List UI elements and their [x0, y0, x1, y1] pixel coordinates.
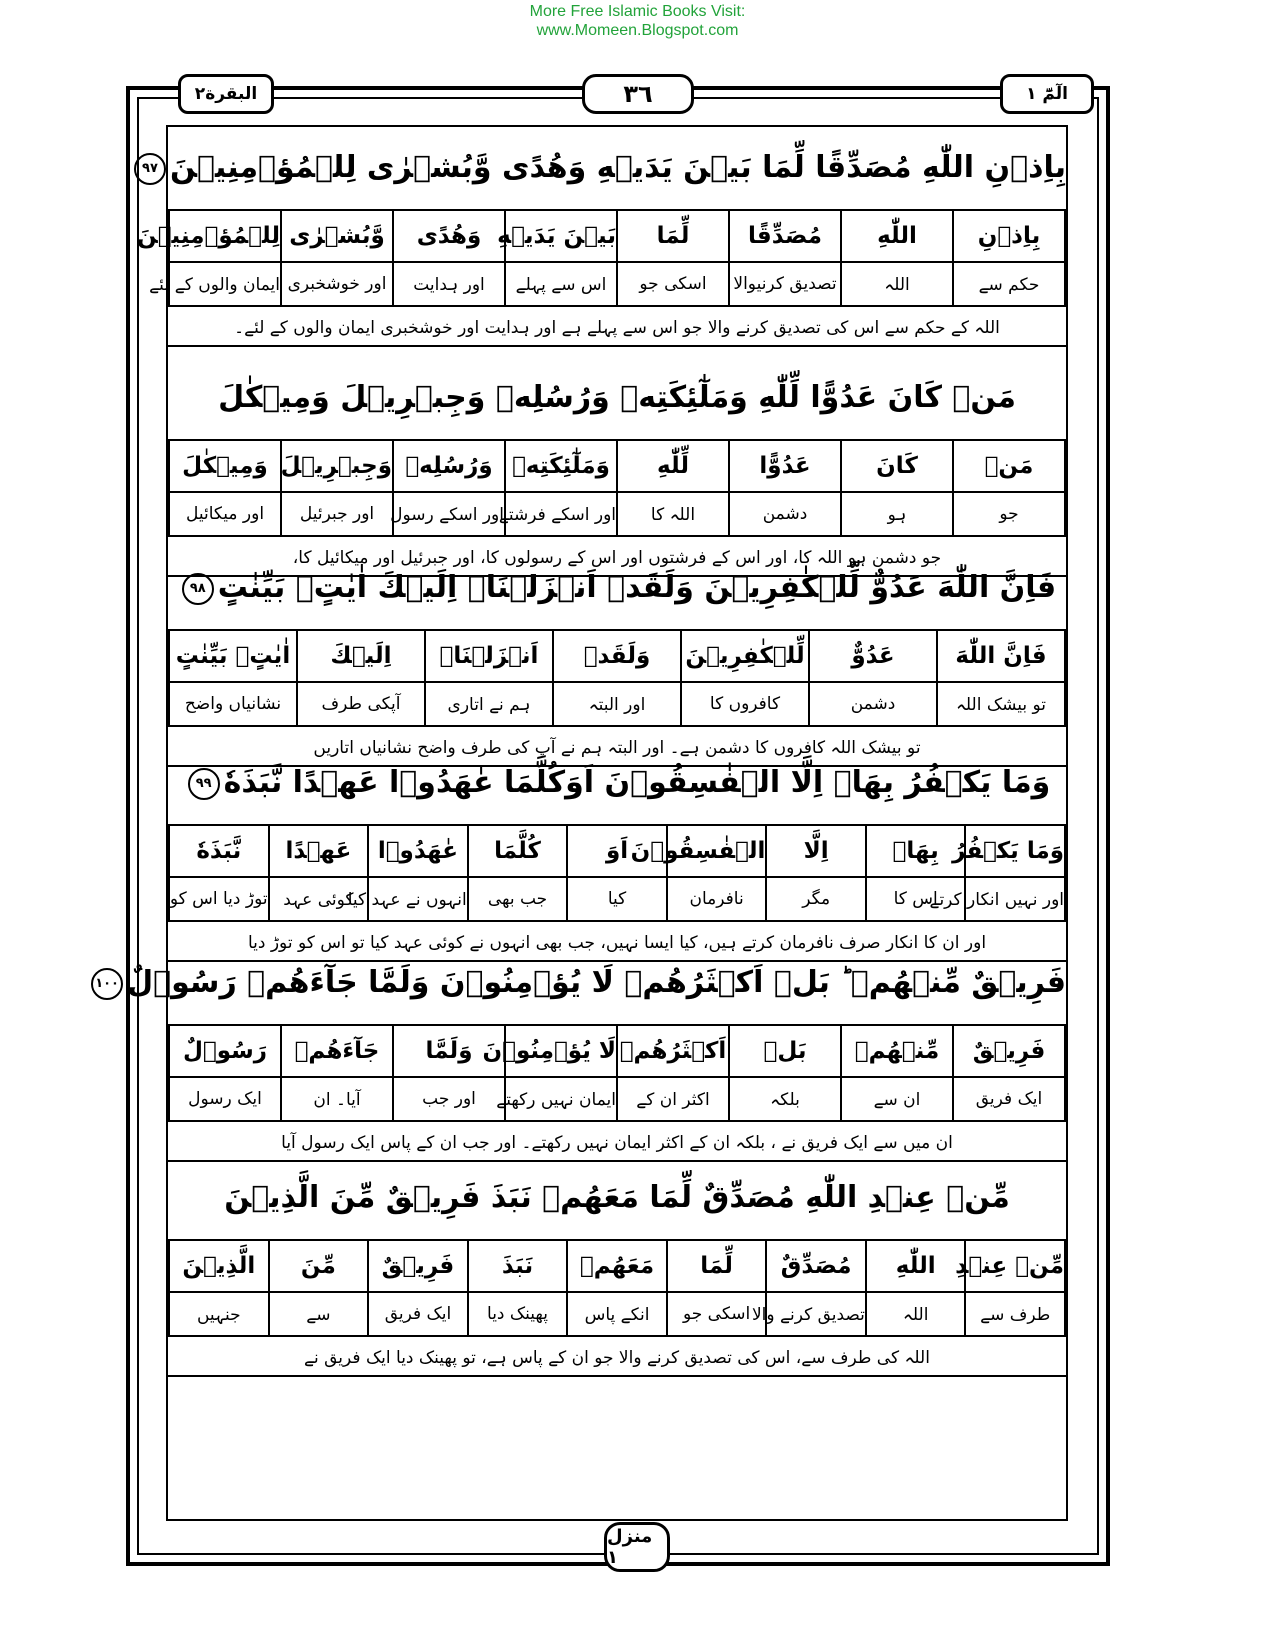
arabic-word-cell: فَرِيۡقٌ	[368, 1240, 468, 1292]
urdu-translation-line: اور ان کا انکار صرف نافرمان کرتے ہیں، کیا ایسا نہیں، جب بھی انہوں نے کوئی عہد کیا تو اس کو توڑ دیا	[168, 920, 1066, 962]
arabic-word-cell: وَجِبۡرِيۡلَ	[281, 440, 393, 492]
arabic-word-cell: بَيۡنَ يَدَيۡهِ	[505, 210, 617, 262]
verse-text: فَاِنَّ اللّٰهَ عَدُوٌّ لِّلۡكٰفِرِيۡنَ وَلَقَدۡ اَنۡزَلۡنَاۤ اِلَيۡكَ اٰيٰتٍۭ بَيِّنٰتٍ	[217, 570, 1057, 605]
urdu-translation-line: اللہ کے حکم سے اس کی تصدیق کرنے والا جو اس سے پہلے ہے اور ہدایت اور خوشخبری ایمان والوں کے لئے۔	[168, 305, 1066, 347]
surah-name-label: البقرة٢	[178, 74, 274, 114]
urdu-meaning-cell: تصدیق کرنیوالا	[729, 262, 841, 306]
urdu-meaning-cell: دشمن	[809, 682, 937, 726]
arabic-word-cell: لِّلۡكٰفِرِيۡنَ	[681, 630, 809, 682]
urdu-meaning-cell: تو بیشک اللہ	[937, 682, 1065, 726]
word-by-word-table	[137, 209, 1066, 307]
urdu-meaning-cell: توڑ دیا اس کو	[169, 877, 269, 921]
urdu-translation-line: ان میں سے ایک فریق نے ، بلکہ ان کے اکثر ایمان نہیں رکھتے۔ اور جب ان کے پاس ایک رسول آیا	[168, 1120, 1066, 1162]
urdu-meaning-cell: آیا۔ ان	[281, 1077, 393, 1121]
urdu-meaning-cell: حکم سے	[953, 262, 1065, 306]
arabic-word-cell: عَهۡدًا	[269, 825, 369, 877]
urdu-meaning-cell: اور جب	[393, 1077, 505, 1121]
arabic-word-cell: رَسُوۡلٌ	[169, 1025, 281, 1077]
word-by-word-table	[168, 1239, 1066, 1337]
urdu-meaning-cell: اللہ	[866, 1292, 966, 1336]
urdu-meaning-cell: تصدیق کرنے والا	[766, 1292, 866, 1336]
word-by-word-table	[168, 824, 1066, 922]
urdu-meaning-cell: مگر	[766, 877, 866, 921]
verse-line	[95, 942, 1066, 1024]
ayah-number-marker: ١٠٠	[91, 968, 123, 1000]
urdu-meaning-cell: اور اسکے رسول	[393, 492, 505, 536]
urdu-meaning-cell: اسکی جو	[617, 262, 729, 306]
urdu-meaning-cell: جنہیں	[169, 1292, 269, 1336]
arabic-word-cell: لِلۡمُؤۡمِنِيۡنَ	[169, 210, 281, 262]
urdu-meanings-row	[169, 1077, 1065, 1121]
arabic-word-cell: جَآءَهُمۡ	[281, 1025, 393, 1077]
word-by-word-table	[168, 439, 1066, 537]
arabic-word-cell: لَا يُؤۡمِنُوۡنَ	[505, 1025, 617, 1077]
arabic-word-cell: مُصَدِّقٌ	[766, 1240, 866, 1292]
urdu-meaning-cell: ایمان والوں کے لئے	[169, 262, 281, 306]
urdu-meaning-cell: انکے پاس	[567, 1292, 667, 1336]
urdu-meaning-cell: ایک فریق	[953, 1077, 1065, 1121]
manzil-badge: منزل ١	[604, 1522, 670, 1572]
verse-text: وَمَا يَكۡفُرُ بِهَاۤ اِلَّا الۡفٰسِقُوۡنَ اَوَكُلَّمَا عٰهَدُوۡا عَهۡدًا نَّبَذَهٗ	[223, 765, 1051, 800]
urdu-meaning-cell: اسکی جو	[667, 1292, 767, 1336]
para-name-label: الٓمّٓ ١	[1000, 74, 1094, 114]
promo-link[interactable]: www.Momeen.Blogspot.com	[536, 22, 739, 39]
urdu-meaning-cell: اکثر ان کے	[617, 1077, 729, 1121]
urdu-meaning-cell: اور جبرئیل	[281, 492, 393, 536]
arabic-words-row	[169, 1025, 1065, 1077]
urdu-meaning-cell: اور اسکے فرشتے	[505, 492, 617, 536]
arabic-word-cell: مِّنۡهُمۡ	[841, 1025, 953, 1077]
urdu-meaning-cell: انہوں نے عہد کیا	[368, 877, 468, 921]
arabic-words-row	[169, 1240, 1065, 1292]
arabic-word-cell: مُصَدِّقًا	[729, 210, 841, 262]
urdu-translation-line: اللہ کی طرف سے، اس کی تصدیق کرنے والا جو ان کے پاس ہے، تو پھینک دیا ایک فریق نے	[168, 1335, 1066, 1377]
arabic-word-cell: مَنۡ	[953, 440, 1065, 492]
arabic-word-cell: الۡفٰسِقُوۡنَ	[667, 825, 767, 877]
arabic-word-cell: نَبَذَ	[468, 1240, 568, 1292]
arabic-word-cell: مِّنۡ عِنۡدِ	[965, 1240, 1065, 1292]
arabic-word-cell: وَّبُشۡرٰى	[281, 210, 393, 262]
promo-line-1: More Free Islamic Books Visit:	[529, 3, 746, 20]
arabic-word-cell: كَانَ	[841, 440, 953, 492]
arabic-word-cell: مِّنَ	[269, 1240, 369, 1292]
urdu-meaning-cell: اور نہیں انکار کرتے	[965, 877, 1065, 921]
urdu-meaning-cell: نافرمان	[667, 877, 767, 921]
promo-banner[interactable]	[0, 2, 1275, 40]
arabic-words-row	[169, 440, 1065, 492]
urdu-translation-line: جو دشمن ہو اللہ کا، اور اس کے فرشتوں اور اس کے رسولوں کا، اور جبرئیل اور میکائیل کا،	[168, 535, 1066, 577]
urdu-meaning-cell: اور خوشخبری	[281, 262, 393, 306]
urdu-meaning-cell: کوئی عہد	[269, 877, 369, 921]
urdu-meaning-cell: اور البتہ	[553, 682, 681, 726]
urdu-meaning-cell: اللہ کا	[617, 492, 729, 536]
urdu-meaning-cell: بلکہ	[729, 1077, 841, 1121]
urdu-meaning-cell: ہم نے اتاری	[425, 682, 553, 726]
urdu-meaning-cell: کیا	[567, 877, 667, 921]
page-number: ٣٦	[582, 74, 694, 114]
arabic-word-cell: عٰهَدُوۡا	[368, 825, 468, 877]
urdu-meaning-cell: اور میکائیل	[169, 492, 281, 536]
arabic-word-cell: اَنۡزَلۡنَاۤ	[425, 630, 553, 682]
verse-text: بِاِذۡنِ اللّٰهِ مُصَدِّقًا لِّمَا بَيۡنَ يَدَيۡهِ وَهُدًى وَّبُشۡرٰى لِلۡمُؤۡمِنِيۡنَ	[169, 150, 1066, 185]
urdu-meaning-cell: اللہ	[841, 262, 953, 306]
urdu-meaning-cell: جب بھی	[468, 877, 568, 921]
urdu-meaning-cell: اس سے پہلے	[505, 262, 617, 306]
urdu-meaning-cell: اور ہدایت	[393, 262, 505, 306]
arabic-word-cell: بِاِذۡنِ	[953, 210, 1065, 262]
arabic-word-cell: اَكۡثَرُهُمۡ	[617, 1025, 729, 1077]
verse-text: فَرِيۡقٌ مِّنۡهُمۡ ؕ بَلۡ اَكۡثَرُهُمۡ لَا يُؤۡمِنُوۡنَ وَلَمَّا جَآءَهُمۡ رَسُوۡلٌ	[127, 965, 1066, 1000]
urdu-meanings-row	[169, 877, 1065, 921]
urdu-meaning-cell: نشانیاں واضح	[169, 682, 297, 726]
arabic-word-cell: بِهَاۤ	[866, 825, 966, 877]
word-by-word-table	[168, 629, 1066, 727]
arabic-words-row	[169, 630, 1065, 682]
arabic-word-cell: اٰيٰتٍۭ بَيِّنٰتٍ	[169, 630, 297, 682]
arabic-word-cell: اِلَّا	[766, 825, 866, 877]
arabic-word-cell: وَهُدًى	[393, 210, 505, 262]
arabic-word-cell: نَّبَذَهٗ	[169, 825, 269, 877]
arabic-word-cell: وَمَا يَكۡفُرُ	[965, 825, 1065, 877]
arabic-word-cell: عَدُوًّا	[729, 440, 841, 492]
urdu-meaning-cell: کافروں کا	[681, 682, 809, 726]
arabic-word-cell: مَعَهُمۡ	[567, 1240, 667, 1292]
arabic-word-cell: بَلۡ	[729, 1025, 841, 1077]
urdu-meaning-cell: ایک فریق	[368, 1292, 468, 1336]
arabic-words-row	[169, 825, 1065, 877]
urdu-meaning-cell: ایک رسول	[169, 1077, 281, 1121]
arabic-word-cell: كُلَّمَا	[468, 825, 568, 877]
arabic-word-cell: لِّمَا	[617, 210, 729, 262]
urdu-meanings-row	[169, 492, 1065, 536]
arabic-word-cell: وَرُسُلِهٖ	[393, 440, 505, 492]
ayah-number-marker: ٩٨	[182, 573, 214, 605]
ayah-number-marker: ٩٩	[188, 768, 220, 800]
verse-line	[142, 127, 1066, 209]
urdu-meaning-cell: جو	[953, 492, 1065, 536]
arabic-word-cell: وَلَقَدۡ	[553, 630, 681, 682]
arabic-word-cell: لِّلّٰهِ	[617, 440, 729, 492]
arabic-word-cell: وَمِيۡكٰلَ	[169, 440, 281, 492]
arabic-word-cell: فَرِيۡقٌ	[953, 1025, 1065, 1077]
ayah-number-marker: ٩٧	[134, 153, 166, 185]
arabic-word-cell: لِّمَا	[667, 1240, 767, 1292]
urdu-meaning-cell: پھینک دیا	[468, 1292, 568, 1336]
urdu-meaning-cell: آپکی طرف	[297, 682, 425, 726]
verse-line	[168, 357, 1066, 439]
word-by-word-table	[168, 1024, 1066, 1122]
arabic-word-cell: اللّٰهِ	[866, 1240, 966, 1292]
urdu-meaning-cell: ایمان نہیں رکھتے	[505, 1077, 617, 1121]
arabic-word-cell: الَّذِيۡنَ	[169, 1240, 269, 1292]
page-content	[95, 125, 1068, 1521]
urdu-meanings-row	[169, 1292, 1065, 1336]
verse-text: مَنۡ كَانَ عَدُوًّا لِّلّٰهِ وَمَلٰٓئِكَتِهٖ وَرُسُلِهٖ وَجِبۡرِيۡلَ وَمِيۡكٰلَ	[218, 380, 1016, 415]
urdu-meaning-cell: ہو	[841, 492, 953, 536]
urdu-meanings-row	[169, 262, 1065, 306]
verse-text: مِّنۡ عِنۡدِ اللّٰهِ مُصَدِّقٌ لِّمَا مَعَهُمۡ نَبَذَ فَرِيۡقٌ مِّنَ الَّذِيۡنَ	[224, 1180, 1010, 1215]
verse-line	[168, 547, 1066, 629]
arabic-word-cell: وَمَلٰٓئِكَتِهٖ	[505, 440, 617, 492]
arabic-word-cell: وَلَمَّا	[393, 1025, 505, 1077]
urdu-meaning-cell: ان سے	[841, 1077, 953, 1121]
urdu-meaning-cell: سے	[269, 1292, 369, 1336]
urdu-meaning-cell: طرف سے	[965, 1292, 1065, 1336]
arabic-word-cell: عَدُوٌّ	[809, 630, 937, 682]
urdu-translation-line: تو بیشک اللہ کافروں کا دشمن ہے۔ اور البتہ ہم نے آپ کی طرف واضح نشانیاں اتاریں	[168, 725, 1066, 767]
arabic-word-cell: اللّٰهِ	[841, 210, 953, 262]
urdu-meanings-row	[169, 682, 1065, 726]
arabic-word-cell: اِلَيۡكَ	[297, 630, 425, 682]
urdu-meaning-cell: اس کا	[866, 877, 966, 921]
arabic-word-cell: اَوَ	[567, 825, 667, 877]
urdu-meaning-cell: دشمن	[729, 492, 841, 536]
arabic-words-row	[169, 210, 1065, 262]
verse-line	[168, 1157, 1066, 1239]
arabic-word-cell: فَاِنَّ اللّٰهَ	[937, 630, 1065, 682]
verse-line	[168, 742, 1066, 824]
